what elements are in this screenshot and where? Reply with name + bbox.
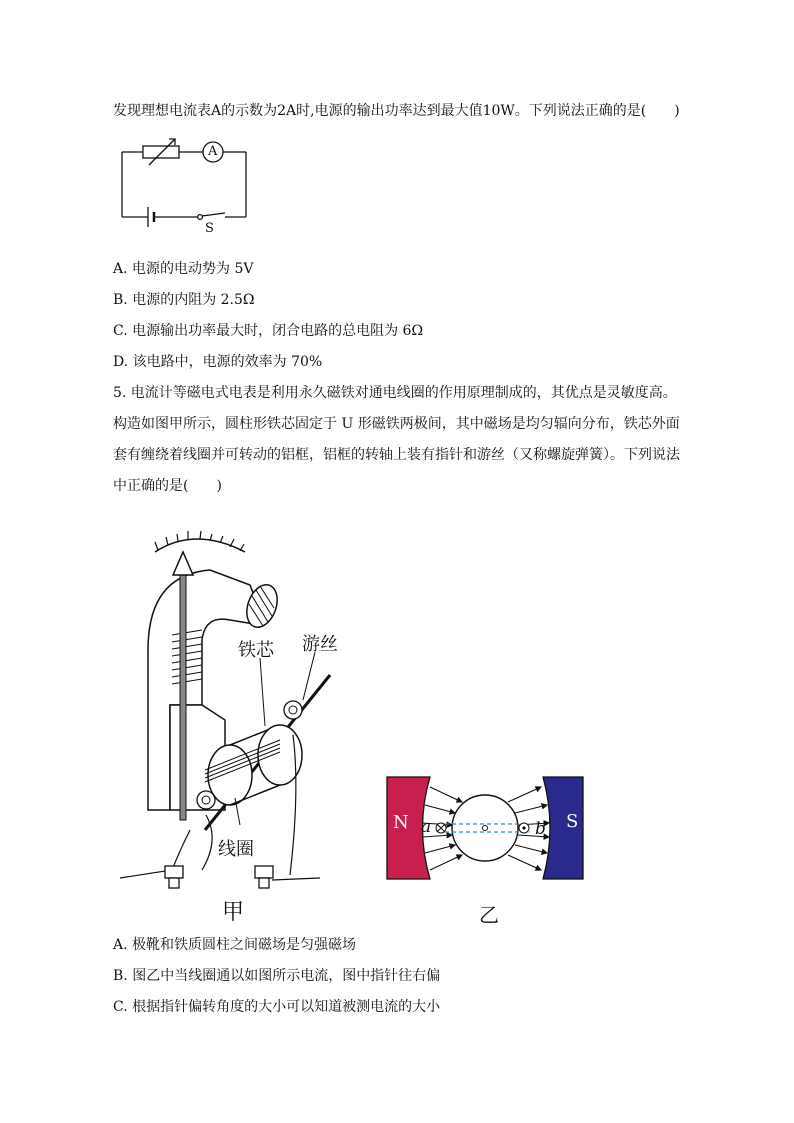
- q5-option-c: C. 根据指针偏转角度的大小可以知道被测电流的大小: [113, 999, 441, 1015]
- radial-field-figure: [385, 775, 585, 881]
- q5-option-b: B. 图乙中当线圈通以如图所示电流，图中指针往右偏: [113, 968, 441, 984]
- label-n-pole: N: [393, 812, 409, 833]
- switch-blade: [202, 213, 225, 216]
- q5-stem-line-4: 中正确的是( ): [113, 478, 222, 494]
- switch-label: S: [205, 221, 214, 236]
- spring-top: [284, 701, 302, 719]
- circuit-diagram: [115, 135, 255, 240]
- current-into-page-icon: [436, 823, 446, 833]
- caption-jia: 甲: [222, 900, 245, 925]
- q4-option-b: B. 电源的内阻为 2.5Ω: [113, 292, 255, 308]
- q4-option-d: D. 该电路中，电源的效率为 70%: [113, 354, 323, 370]
- rheostat: [143, 146, 179, 158]
- q4-option-a: A. 电源的电动势为 5V: [113, 261, 254, 277]
- q5-stem-line-3: 套有缠绕着线圈并可转动的铝框，铝框的转轴上装有指针和游丝（又称螺旋弹簧）。下列说法: [113, 447, 680, 463]
- q5-stem-line-2: 构造如图甲所示，圆柱形铁芯固定于 U 形磁铁两极间，其中磁场是均匀辐向分布，铁芯外面: [113, 416, 680, 432]
- current-out-of-page-icon: [519, 823, 529, 833]
- spring-bottom: [197, 791, 215, 809]
- ammeter-label: A: [208, 144, 218, 159]
- terminal-right: [255, 866, 273, 888]
- label-a: a: [421, 817, 432, 837]
- label-b: b: [535, 819, 546, 839]
- label-iron-core: 铁芯: [238, 640, 274, 661]
- q5-option-a: A. 极靴和铁质圆柱之间磁场是匀强磁场: [113, 937, 357, 953]
- q5-stem-line-1: 5. 电流计等磁电式电表是利用永久磁铁对通电线圈的作用原理制成的，其优点是灵敏度高。: [113, 385, 677, 401]
- pointer: [180, 570, 186, 820]
- pointer-tip: [173, 552, 193, 575]
- terminal-left: [165, 866, 183, 888]
- q4-option-c: C. 电源输出功率最大时，闭合电路的总电阻为 6Ω: [113, 323, 424, 339]
- q4-stem: 发现理想电流表A的示数为2A时,电源的输出功率达到最大值10W。下列说法正确的是( ): [113, 103, 680, 119]
- caption-yi: 乙: [479, 903, 499, 927]
- label-spring: 游丝: [302, 634, 338, 655]
- label-s-pole: S: [566, 811, 579, 832]
- scale-arc: [155, 539, 245, 552]
- label-coil: 线圈: [218, 839, 254, 860]
